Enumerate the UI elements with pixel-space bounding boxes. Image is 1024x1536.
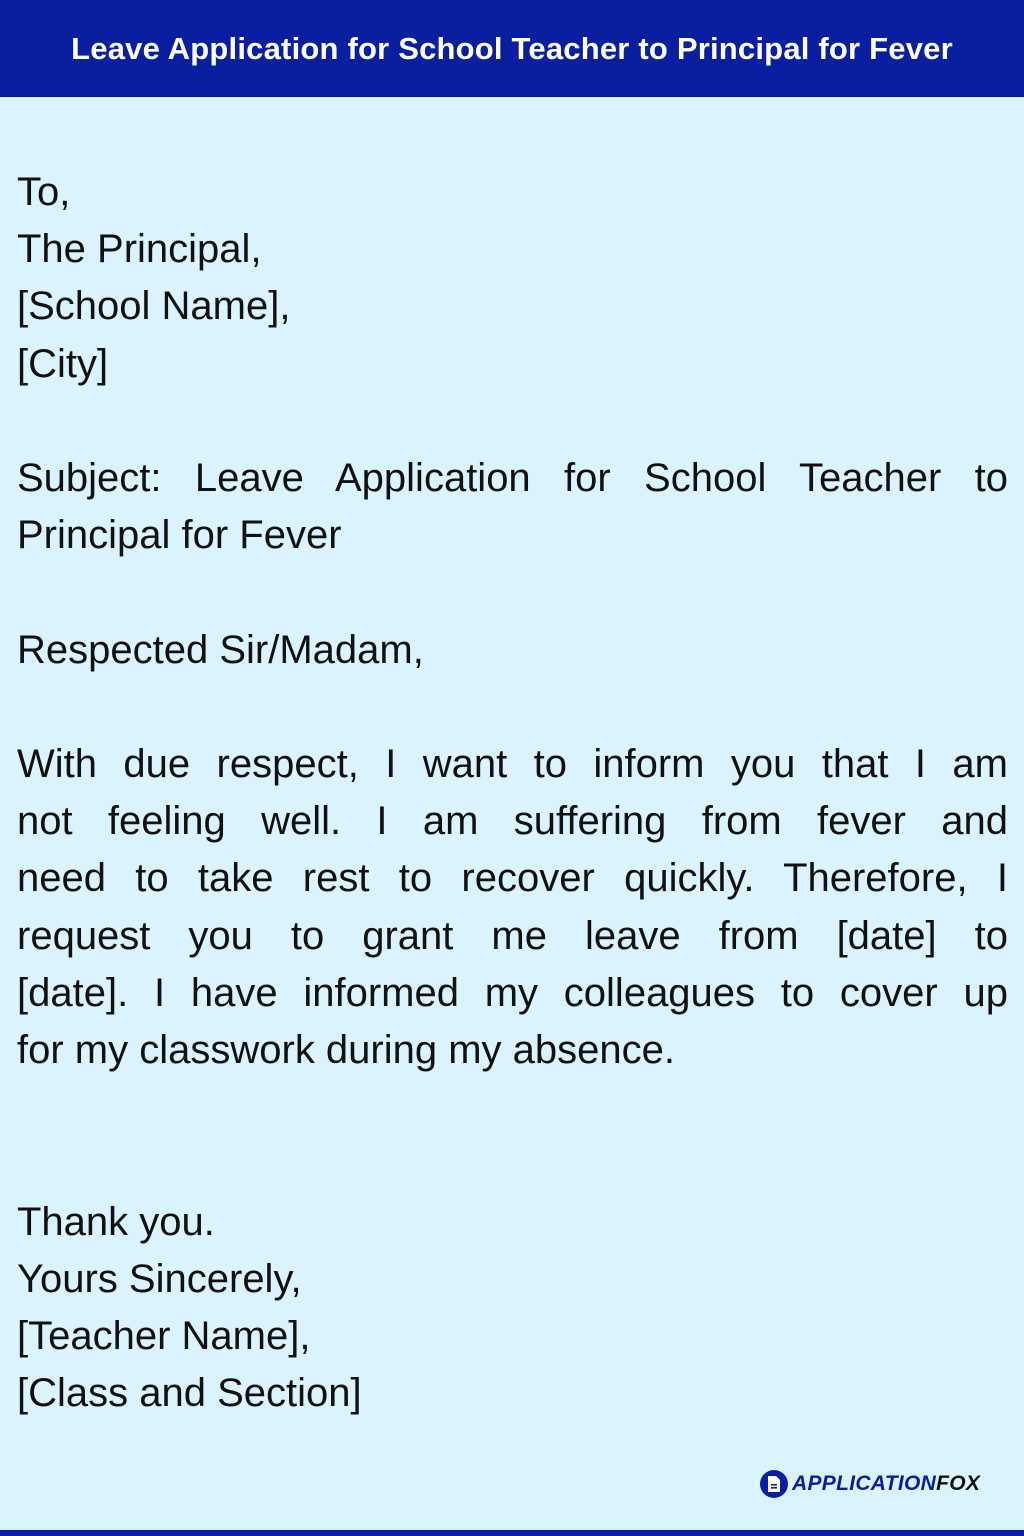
paragraph-line: need to take rest to recover quickly. Therefore, I — [17, 856, 1008, 901]
address-line: To, — [17, 170, 71, 214]
paragraph-line: [date]. I have informed my colleagues to cover up — [17, 970, 1008, 1015]
closing-line: [Teacher Name], — [17, 1314, 311, 1358]
paragraph-line: With due respect, I want to inform you that I am — [17, 741, 1008, 786]
logo-text-fox: FOX — [936, 1472, 981, 1495]
subject — [17, 450, 1008, 564]
address-line: [School Name], — [17, 284, 291, 329]
closing-line: Yours Sincerely, — [17, 1256, 302, 1301]
paragraph-line: request you to grant me leave from [date] to — [17, 913, 1008, 958]
paragraph-line: not feeling well. I am suffering from fever and — [17, 799, 1008, 844]
applicationfox-logo — [760, 1470, 980, 1498]
body-paragraph — [17, 736, 1008, 1079]
letter-body — [17, 164, 1008, 1422]
subject-line: Subject: Leave Application for School Teacher to — [17, 456, 1008, 500]
subject-line: Principal for Fever — [17, 513, 342, 558]
footer-divider — [0, 1530, 1024, 1536]
paragraph-line: for my classwork during my absence. — [17, 1028, 676, 1072]
title-banner — [0, 0, 1024, 97]
closing-line: [Class and Section] — [17, 1371, 362, 1416]
document-icon — [760, 1470, 788, 1498]
recipient-address — [17, 164, 1008, 393]
address-line: The Principal, — [17, 227, 262, 272]
salutation: Respected Sir/Madam, — [17, 627, 424, 672]
closing — [17, 1194, 1008, 1423]
address-line: [City] — [17, 341, 109, 386]
logo-text-application: APPLICATION — [792, 1472, 937, 1495]
closing-line: Thank you. — [17, 1199, 215, 1244]
page-title: Leave Application for School Teacher to Principal for Fever — [71, 30, 953, 66]
